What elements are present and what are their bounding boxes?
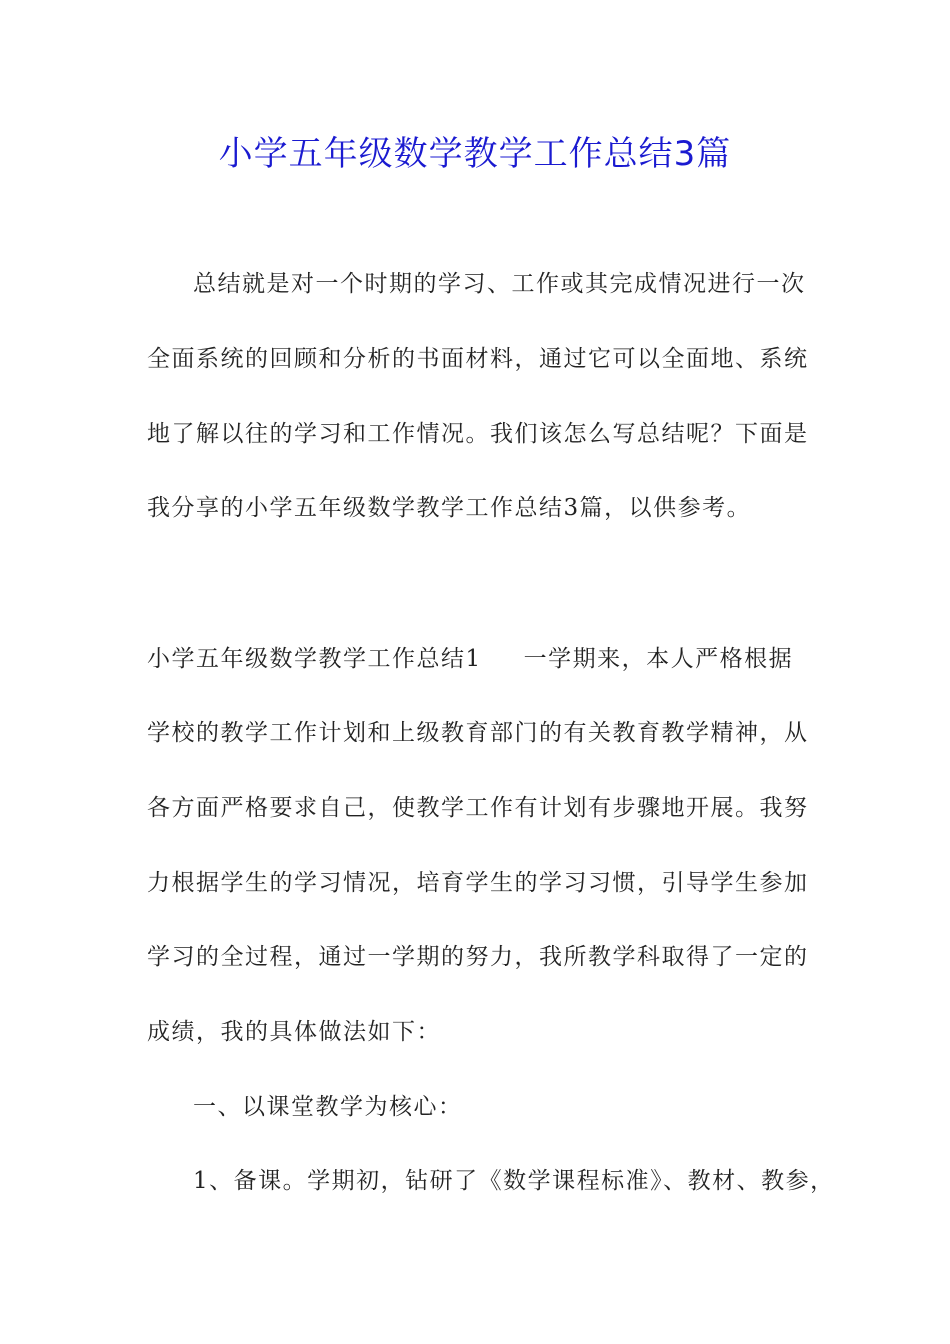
intro-line-4: 我分享的小学五年级数学教学工作总结3篇，以供参考。 xyxy=(147,495,752,521)
section-1-item-1: 1、备课。学期初，钻研了《数学课程标准》、教材、教参， xyxy=(193,1168,835,1194)
section-1-line-3: 各方面严格要求自己，使教学工作有计划有步骤地开展。我努 xyxy=(147,795,809,821)
section-1-line-2: 学校的教学工作计划和上级教育部门的有关教育教学精神，从 xyxy=(147,720,809,746)
section-1-subheading: 一、以课堂教学为核心： xyxy=(193,1094,463,1120)
section-1-first-line xyxy=(147,643,827,675)
intro-line-1: 总结就是对一个时期的学习、工作或其完成情况进行一次 xyxy=(193,271,806,297)
section-1-line-1: 一学期来，本人严格根据 xyxy=(523,646,794,672)
section-1-line-5: 学习的全过程，通过一学期的努力，我所教学科取得了一定的 xyxy=(147,944,809,970)
section-1-line-4: 力根据学生的学习情况，培育学生的学习习惯，引导学生参加 xyxy=(147,870,809,896)
document-title: 小学五年级数学教学工作总结3篇 xyxy=(218,134,732,174)
intro-line-2: 全面系统的回顾和分析的书面材料，通过它可以全面地、系统 xyxy=(147,346,809,372)
section-1-heading: 小学五年级数学教学工作总结1 xyxy=(147,646,482,672)
intro-line-3: 地了解以往的学习和工作情况。我们该怎么写总结呢？下面是 xyxy=(147,421,809,447)
section-1-line-6: 成绩，我的具体做法如下： xyxy=(147,1019,441,1045)
